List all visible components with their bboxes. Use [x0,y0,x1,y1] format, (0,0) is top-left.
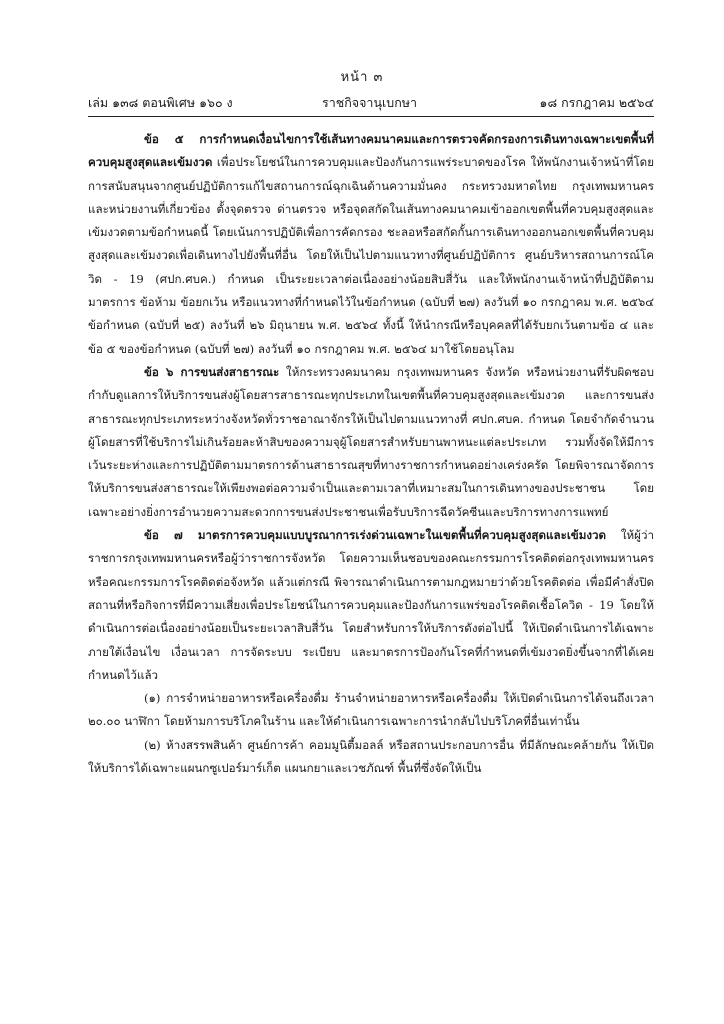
publication-date: ๑๘ กรกฎาคม ๒๕๖๔ [539,95,654,110]
running-header [88,93,654,111]
document-body [88,128,654,780]
section-heading: ข้อ ๗ มาตรการควบคุมแบบบูรณาการเร่งด่วนเฉพาะในเขตพื้นที่ควบคุมสูงสุดและเข้มงวด [144,528,607,543]
list-item: (๒) ห้างสรรพสินค้า ศูนย์การค้า คอมมูนิตี้มอลล์ หรือสถานประกอบการอื่น ที่มีลักษณะคล้ายกัน ให้เปิดให้บริการได้เฉพาะแผนกซูเปอร์มาร์เก็ต แผนกยาและเวชภัณฑ์ พื้นที่ซึ่งจัดให้เป็น [88,737,654,776]
section-6 [88,361,654,524]
section-5 [88,128,654,361]
section-text: เพื่อประโยชน์ในการควบคุมและป้องกันการแพร่ระบาดของโรค ให้พนักงานเจ้าหน้าที่โดยการสนับสนุนจากศูนย์ปฏิบัติการแก้ไขสถานการณ์ฉุกเฉินด้านความมั่นคง กระทรวงมหาดไทย กรุงเทพมหานคร และหน่วยงานที่เกี่ยวข้อง ตั้งจุดตรวจ ด่านตรวจ หรือจุดสกัดในเส้นทางคมนาคมเข้าออกเขตพื้นที่ควบคุมสูงสุดและเข้มงวดตามข้อกำหนดนี้ โดยเน้นการปฏิบัติเพื่อการคัดกรอง ชะลอหรือสกัดกั้นการเดินทางออกนอกเขตพื้นที่ควบคุมสูงสุดและเข้มงวดเพื่อเดินทางไปยังพื้นที่อื่น โดยให้เป็นไปตามแนวทางที่ศูนย์ปฏิบัติการ ศูนย์บริหารสถานการณ์โควิด - 19 (ศปก.ศบค.) กำหนด เป็นระยะเวลาต่อเนื่องอย่างน้อยสิบสี่วัน และให้พนักงานเจ้าหน้าที่ปฏิบัติตามมาตรการ ข้อห้าม ข้อยกเว้น หรือแนวทางที่กำหนดไว้ในข้อกำหนด (ฉบับที่ ๒๗) ลงวันที่ ๑๐ กรกฎาคม พ.ศ. ๒๕๖๔ ข้อกำหนด (ฉบับที่ ๒๕) ลงวันที่ ๒๖ มิถุนายน พ.ศ. ๒๕๖๔ ทั้งนี้ ให้นำกรณีหรือบุคคลที่ได้รับยกเว้นตามข้อ ๔ และข้อ ๕ ของข้อกำหนด (ฉบับที่ ๒๗) ลงวันที่ ๑๐ กรกฎาคม พ.ศ. ๒๕๖๔ มาใช้โดยอนุโลม [88,155,654,356]
section-heading: ข้อ ๕ การกำหนดเงื่อนไขการใช้เส้นทางคมนาคมและการตรวจคัดกรองการเดินทางเฉพาะเขตพื้นที่ควบคุมสูงสุดและเข้มงวด [88,132,654,170]
gazette-name: ราชกิจจานุเบกษา [322,95,418,110]
list-item: (๑) การจำหน่ายอาหารหรือเครื่องดื่ม ร้านจำหน่ายอาหารหรือเครื่องดื่ม ให้เปิดดำเนินการได้จนถึงเวลา ๒๐.๐๐ นาฬิกา โดยห้ามการบริโภคในร้าน และให้ดำเนินการเฉพาะการนำกลับไปบริโภคที่อื่นเท่านั้น [88,691,654,729]
section-text: ให้กระทรวงคมนาคม กรุงเทพมหานคร จังหวัด หรือหน่วยงานที่รับผิดชอบกำกับดูแลการให้บริการขนส่งผู้โดยสารสาธารณะทุกประเภทในเขตพื้นที่ควบคุมสูงสุดและเข้มงวด และการขนส่งสาธารณะทุกประเภทระหว่างจังหวัดทั่วราชอาณาจักรให้เป็นไปตามแนวทางที่ ศปก.ศบค. กำหนด โดยจำกัดจำนวนผู้โดยสารที่ใช้บริการไม่เกินร้อยละห้าสิบของความจุผู้โดยสารสำหรับยานพาหนะแต่ละประเภท รวมทั้งจัดให้มีการเว้นระยะห่างและการปฏิบัติตามมาตรการด้านสาธารณสุขที่ทางราชการกำหนดอย่างเคร่งครัด โดยพิจารณาจัดการให้บริการขนส่งสาธารณะให้เพียงพอต่อความจำเป็นและตามเวลาที่เหมาะสมในการเดินทางของประชาชน โดยเฉพาะอย่างยิ่งการอำนวยความสะดวกการขนส่งประชาชนเพื่อรับบริการฉีดวัคซีนและบริการทางการแพทย์ [88,364,654,519]
section-text: ให้ผู้ว่าราชการกรุงเทพมหานครหรือผู้ว่าราชการจังหวัด โดยความเห็นชอบของคณะกรรมการโรคติดต่อกรุงเทพมหานครหรือคณะกรรมการโรคติดต่อจังหวัด แล้วแต่กรณี พิจารณาดำเนินการตามกฎหมายว่าด้วยโรคติดต่อ เพื่อมีคำสั่งปิดสถานที่หรือกิจการที่มีความเสี่ยงเพื่อประโยชน์ในการควบคุมและป้องกันการแพร่ของโรคติดเชื้อโควิด - 19 โดยให้ดำเนินการต่อเนื่องอย่างน้อยเป็นระยะเวลาสิบสี่วัน โดยสำหรับการให้บริการดังต่อไปนี้ ให้เปิดดำเนินการได้เฉพาะภายใต้เงื่อนไข เงื่อนเวลา การจัดระบบ ระเบียบ และมาตรการป้องกันโรคที่กำหนดที่เข้มงวดยิ่งขึ้นจากที่ได้เคยกำหนดไว้แล้ว [88,528,654,682]
volume-issue: เล่ม ๑๓๘ ตอนพิเศษ ๑๖๐ ง [88,95,233,110]
page-number: หน้า ๓ [340,70,384,85]
section-7 [88,524,654,687]
header-divider [88,116,654,117]
section-heading: ข้อ ๖ การขนส่งสาธารณะ [144,364,280,379]
